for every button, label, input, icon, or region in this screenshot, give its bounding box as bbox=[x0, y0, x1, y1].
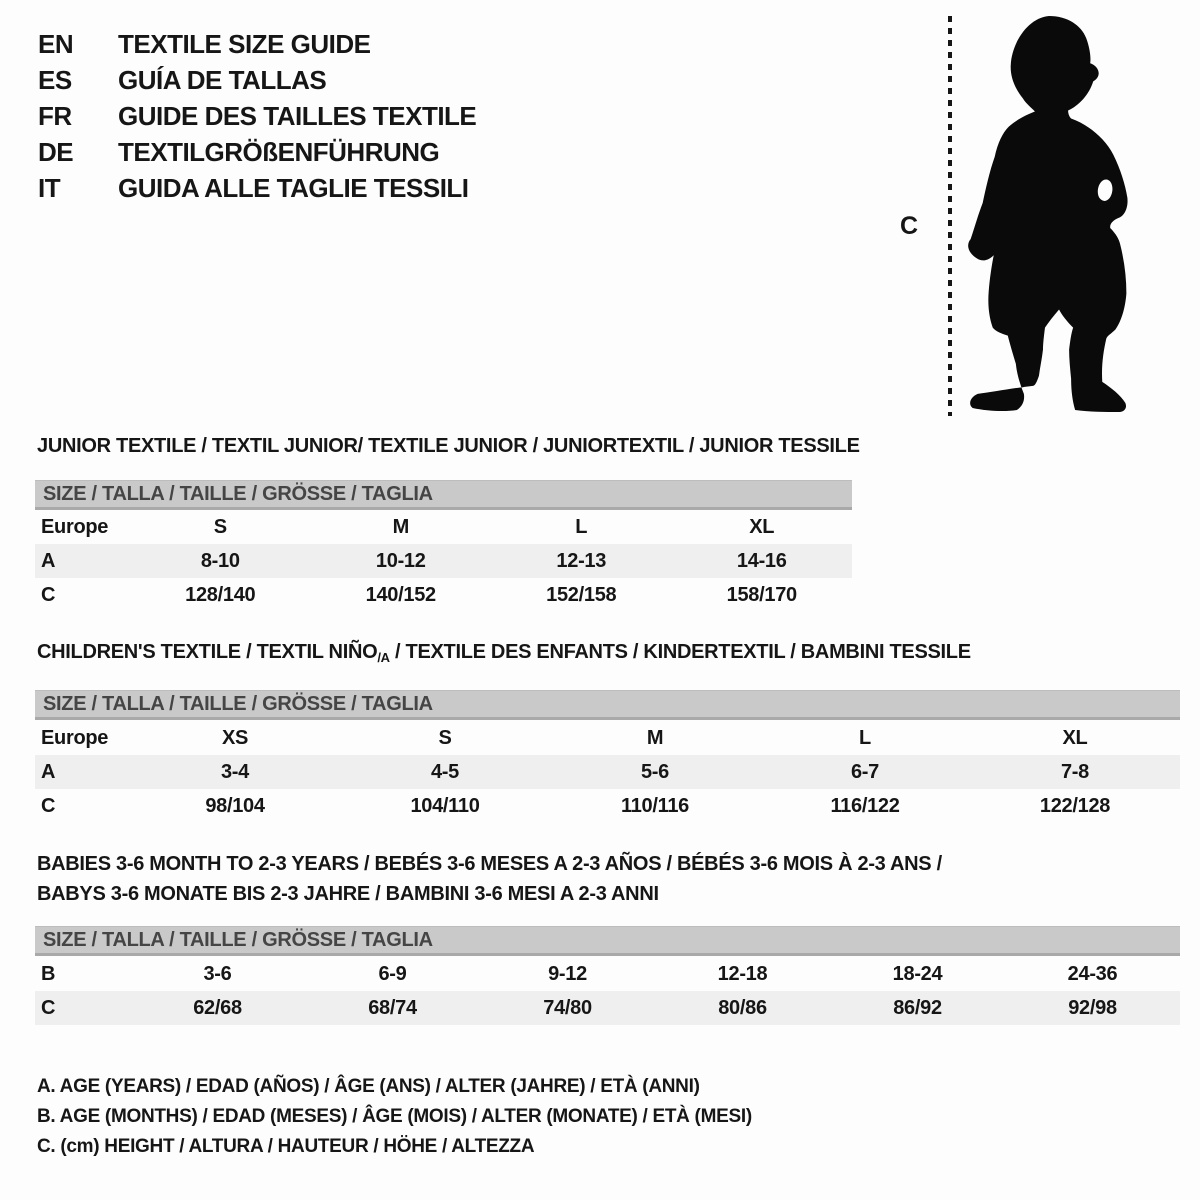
size-column-header: XS bbox=[221, 726, 249, 749]
lang-code: FR bbox=[38, 100, 72, 131]
legend-height-cm: C. (cm) HEIGHT / ALTURA / HAUTEUR / HÖHE / ALTEZZA bbox=[37, 1136, 535, 1157]
size-column-header: S bbox=[438, 726, 452, 749]
junior-section-title: JUNIOR TEXTILE / TEXTIL JUNIOR/ TEXTILE JUNIOR / JUNIORTEXTIL / JUNIOR TESSILE bbox=[37, 435, 860, 457]
size-value: 10-12 bbox=[375, 549, 426, 572]
lang-row-fr bbox=[38, 98, 476, 134]
size-column-header: L bbox=[575, 515, 588, 538]
children-title-subscript: /A bbox=[377, 650, 390, 665]
children-size-table bbox=[35, 721, 1180, 823]
size-column-header: M bbox=[392, 515, 409, 538]
size-value: 98/104 bbox=[205, 794, 265, 817]
measure-row-B bbox=[35, 957, 1180, 991]
babies-title-line2: BABYS 3-6 MONATE BIS 2-3 JAHRE / BAMBINI 3-6 MESI A 2-3 ANNI bbox=[37, 883, 659, 905]
babies-size-header-bar: SIZE / TALLA / TAILLE / GRÖSSE / TAGLIA bbox=[35, 926, 1180, 956]
size-value: 110/116 bbox=[621, 794, 689, 817]
size-column-header: S bbox=[213, 515, 227, 538]
guide-title-fr: GUIDE DES TAILLES TEXTILE bbox=[118, 100, 477, 131]
size-columns-row bbox=[35, 510, 852, 544]
size-columns-row bbox=[35, 721, 1180, 755]
size-value: 24-36 bbox=[1067, 962, 1118, 985]
size-value: 4-5 bbox=[430, 760, 459, 783]
size-value: 86/92 bbox=[893, 996, 942, 1019]
size-value: 152/158 bbox=[546, 583, 617, 606]
size-value: 6-7 bbox=[850, 760, 879, 783]
size-value: 3-4 bbox=[220, 760, 249, 783]
guide-title-en: TEXTILE SIZE GUIDE bbox=[118, 28, 371, 59]
junior-size-header-bar: SIZE / TALLA / TAILLE / GRÖSSE / TAGLIA bbox=[35, 480, 852, 510]
size-value: 74/80 bbox=[543, 996, 592, 1019]
legend-age-years: A. AGE (YEARS) / EDAD (AÑOS) / ÂGE (ANS) / ALTER (JAHRE) / ETÀ (ANNI) bbox=[37, 1076, 700, 1097]
measure-row-A bbox=[35, 544, 852, 578]
measure-legend bbox=[37, 1072, 752, 1162]
size-column-header: M bbox=[646, 726, 664, 749]
size-value: 158/170 bbox=[726, 583, 797, 606]
row-label: B bbox=[41, 962, 56, 985]
children-title-text: / TEXTILE DES ENFANTS / KINDERTEXTIL / BAMBINI TESSILE bbox=[389, 641, 971, 663]
size-value: 3-6 bbox=[203, 962, 232, 985]
row-label: A bbox=[41, 549, 56, 572]
row-label: C bbox=[41, 996, 56, 1019]
guide-title-de: TEXTILGRÖßENFÜHRUNG bbox=[118, 136, 440, 167]
size-value: 18-24 bbox=[892, 962, 943, 985]
babies-section-title bbox=[37, 849, 942, 909]
size-value: 14-16 bbox=[736, 549, 787, 572]
babies-size-table bbox=[35, 957, 1180, 1025]
lang-row-it bbox=[38, 170, 476, 206]
lang-code: DE bbox=[38, 136, 74, 167]
size-column-header: XL bbox=[1062, 726, 1088, 749]
measure-row-C bbox=[35, 578, 852, 612]
children-size-header-bar: SIZE / TALLA / TAILLE / GRÖSSE / TAGLIA bbox=[35, 690, 1180, 720]
size-value: 6-9 bbox=[378, 962, 407, 985]
size-value: 68/74 bbox=[368, 996, 417, 1019]
size-value: 9-12 bbox=[548, 962, 587, 985]
size-value: 12-18 bbox=[717, 962, 768, 985]
row-label: A bbox=[41, 760, 56, 783]
size-value: 80/86 bbox=[718, 996, 767, 1019]
measure-row-C bbox=[35, 789, 1180, 823]
size-value: 12-13 bbox=[556, 549, 607, 572]
babies-title-line1: BABIES 3-6 MONTH TO 2-3 YEARS / BEBÉS 3-6 MESES A 2-3 AÑOS / BÉBÉS 3-6 MOIS À 2-3 ANS / bbox=[37, 853, 942, 875]
size-value: 62/68 bbox=[193, 996, 242, 1019]
size-column-header: L bbox=[859, 726, 871, 749]
size-value: 8-10 bbox=[200, 549, 240, 572]
size-value: 140/152 bbox=[365, 583, 436, 606]
children-title-text: CHILDREN'S TEXTILE / TEXTIL NIÑO bbox=[37, 641, 378, 663]
toddler-silhouette-icon bbox=[962, 12, 1134, 414]
row-label: C bbox=[41, 794, 56, 817]
lang-code: IT bbox=[38, 172, 61, 203]
lang-code: EN bbox=[38, 28, 74, 59]
junior-size-table bbox=[35, 510, 852, 612]
size-value: 92/98 bbox=[1068, 996, 1117, 1019]
language-title-list bbox=[38, 26, 476, 206]
size-value: 5-6 bbox=[640, 760, 669, 783]
measure-row-C bbox=[35, 991, 1180, 1025]
children-section-title bbox=[37, 641, 971, 669]
legend-age-months: B. AGE (MONTHS) / EDAD (MESES) / ÂGE (MOIS) / ALTER (MONATE) / ETÀ (MESI) bbox=[37, 1106, 752, 1127]
guide-title-it: GUIDA ALLE TAGLIE TESSILI bbox=[118, 172, 469, 203]
size-value: 128/140 bbox=[185, 583, 256, 606]
lang-code: ES bbox=[38, 64, 72, 95]
guide-title-es: GUÍA DE TALLAS bbox=[118, 64, 327, 95]
region-label: Europe bbox=[41, 515, 109, 538]
lang-row-es bbox=[38, 62, 476, 98]
row-label: C bbox=[41, 583, 56, 606]
size-value: 116/122 bbox=[830, 794, 900, 817]
height-measure-label: C bbox=[900, 212, 919, 240]
height-measure-dashed-line bbox=[948, 16, 952, 416]
size-value: 7-8 bbox=[1060, 760, 1089, 783]
size-column-header: XL bbox=[749, 515, 775, 538]
lang-row-en bbox=[38, 26, 476, 62]
size-value: 122/128 bbox=[1039, 794, 1111, 817]
measure-row-A bbox=[35, 755, 1180, 789]
region-label: Europe bbox=[41, 726, 109, 749]
lang-row-de bbox=[38, 134, 476, 170]
size-value: 104/110 bbox=[410, 794, 480, 817]
